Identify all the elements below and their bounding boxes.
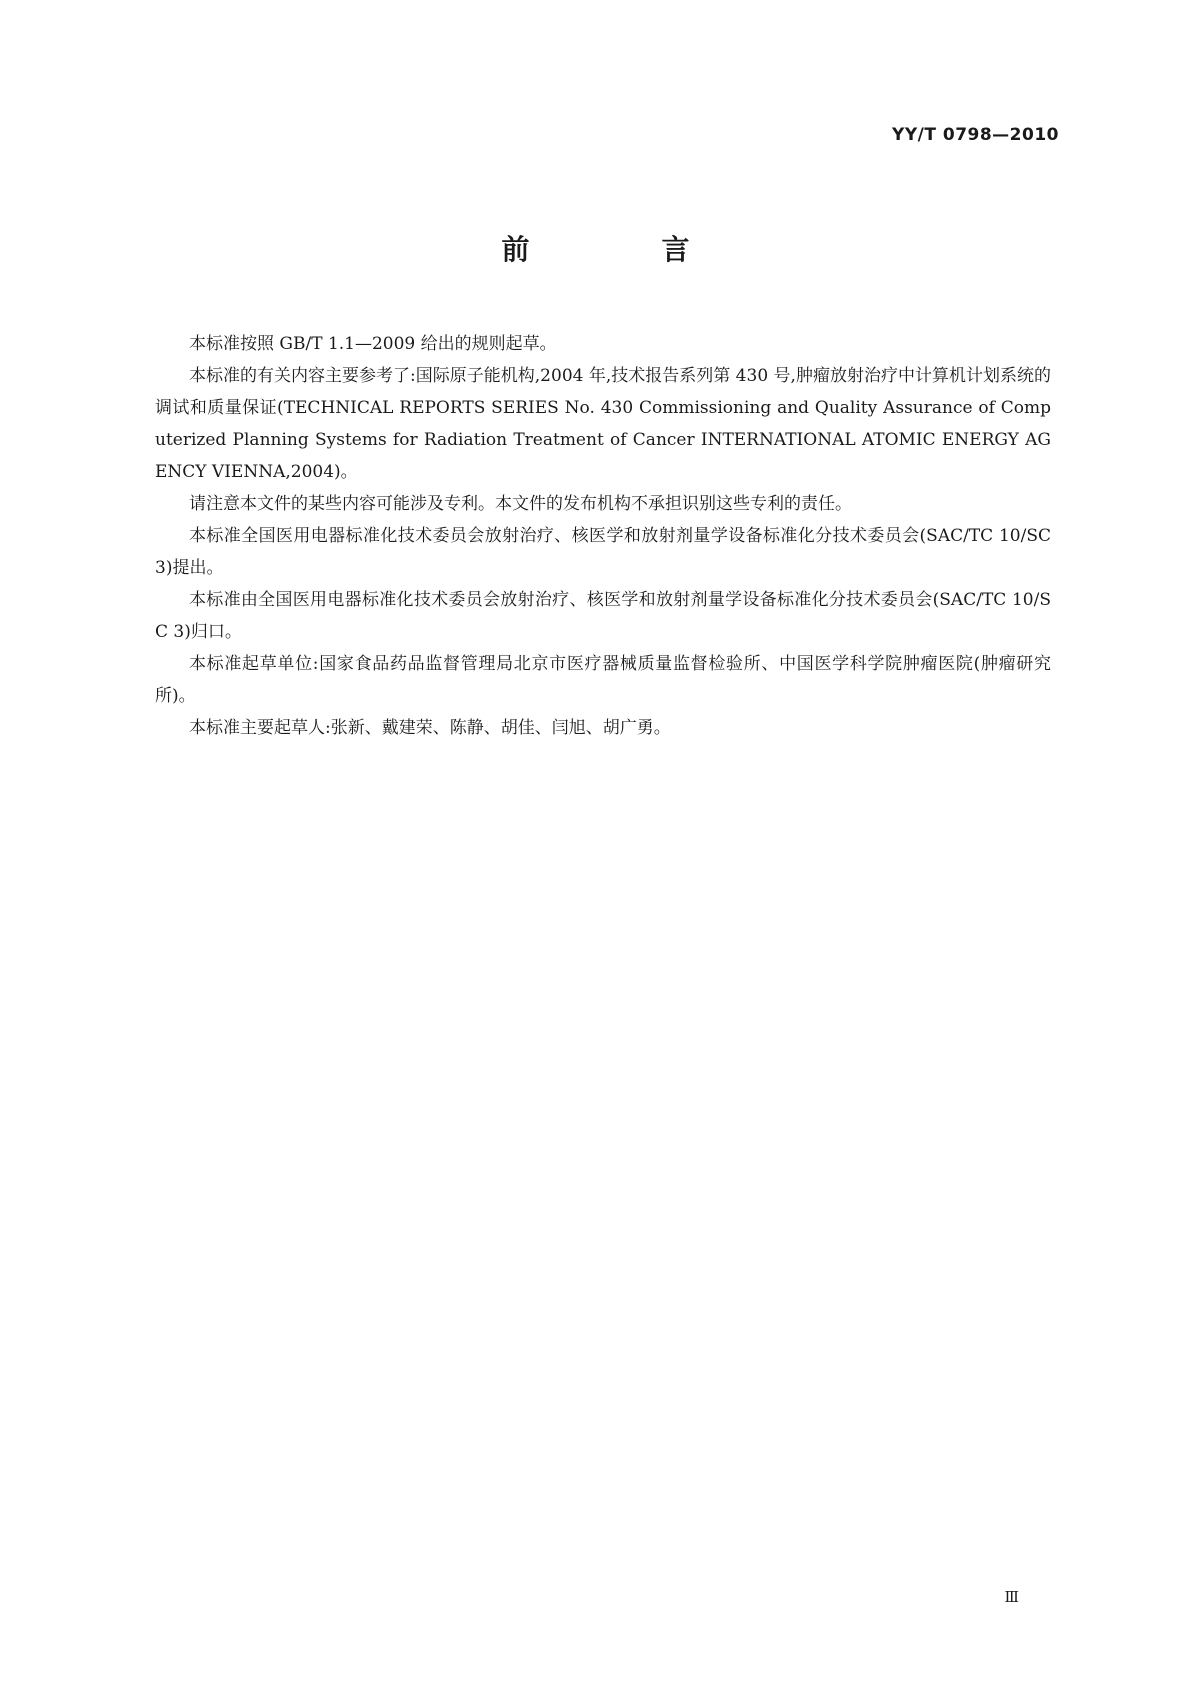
paragraph-patent-notice: 请注意本文件的某些内容可能涉及专利。本文件的发布机构不承担识别这些专利的责任。 [189, 494, 852, 514]
paragraph-drafting-units: 本标准起草单位:国家食品药品监督管理局北京市医疗器械质量监督检验所、中国医学科学院肿瘤医院(肿瘤研究所)。 [155, 654, 1051, 706]
paragraph-managed-by: 本标准由全国医用电器标准化技术委员会放射治疗、核医学和放射剂量学设备标准化分技术委员会(SAC/TC 10/SC 3)归口。 [155, 590, 1051, 642]
paragraph-references: 本标准的有关内容主要参考了:国际原子能机构,2004 年,技术报告系列第 430 号,肿瘤放射治疗中计算机计划系统的调试和质量保证(TECHNICAL REPORTS SERIES No. 430 Commissioning and Quality Assurance of Computerized Planning Systems for Radiation Treatment of Cancer INTERNATIONAL ATOMIC ENERGY AGENCY VIENNA,2004)。 [155, 366, 1051, 482]
paragraph-proposed-by: 本标准全国医用电器标准化技术委员会放射治疗、核医学和放射剂量学设备标准化分技术委员会(SAC/TC 10/SC 3)提出。 [155, 526, 1051, 578]
page-number: Ⅲ [1004, 1588, 1019, 1606]
foreword-body [155, 328, 1051, 744]
paragraph-drafting-rules: 本标准按照 GB/T 1.1—2009 给出的规则起草。 [189, 334, 557, 354]
paragraph-drafters: 本标准主要起草人:张新、戴建荣、陈静、胡佳、闫旭、胡广勇。 [189, 718, 671, 738]
page-title: 前 言 [501, 233, 742, 266]
standard-number: YY/T 0798—2010 [892, 125, 1059, 145]
